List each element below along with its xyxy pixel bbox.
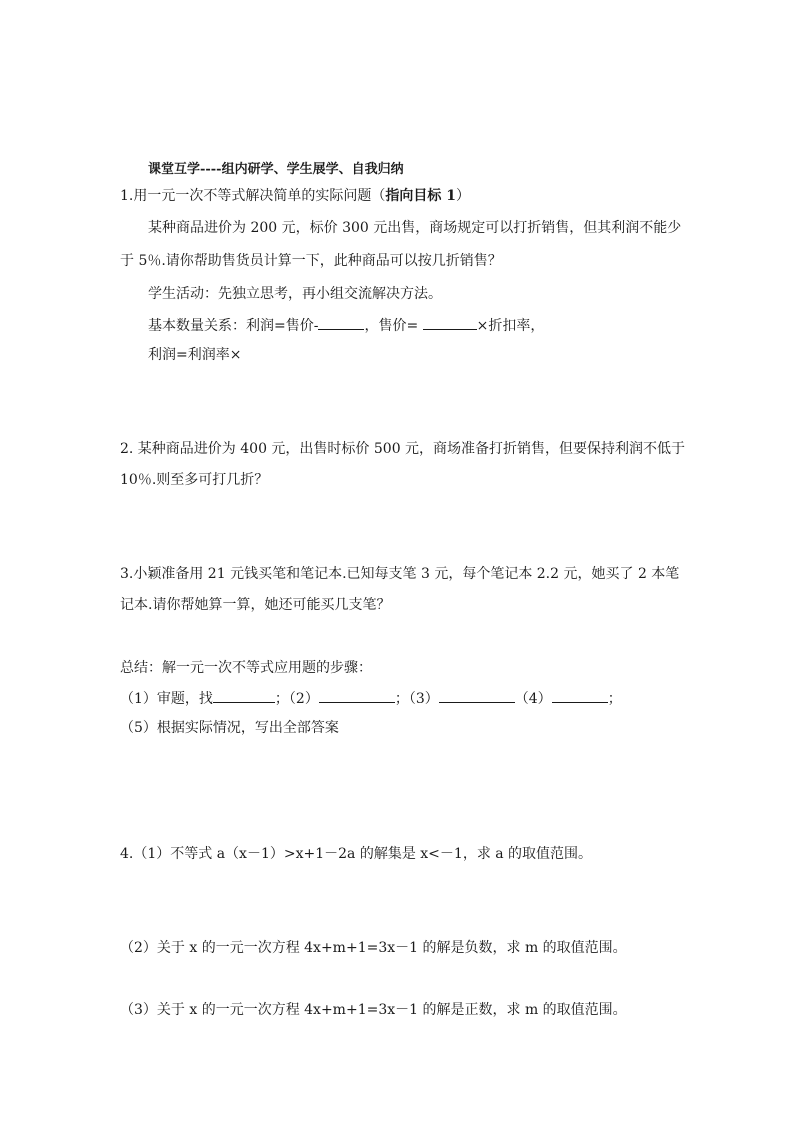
q1-title-target: 指向目标 1 xyxy=(385,188,456,204)
summary-step-end: ； xyxy=(607,691,622,707)
q3-text-line-1: 3.小颖准备用 21 元钱买笔和笔记本.已知每支笔 3 元，每个笔记本 2.2 元，她买了 2 本笔 xyxy=(120,566,680,582)
fill-blank xyxy=(213,688,275,703)
fill-blank xyxy=(319,688,395,703)
q1-relation-c: ×折扣率， xyxy=(476,318,545,334)
q2-text-line-1: 2. 某种商品进价为 400 元，出售时标价 500 元，商场准备打折销售，但要保持利润不低于 xyxy=(120,441,686,457)
summary-step-2: ；（2） xyxy=(274,691,319,707)
q1-relation-a: 基本数量关系：利润=售价- xyxy=(148,318,319,334)
q1-title-suffix: ） xyxy=(455,188,470,204)
q1-text-line-1: 某种商品进价为 200 元，标价 300 元出售，商场规定可以打折销售，但其利润不能少 xyxy=(148,220,682,236)
q1-activity: 学生活动：先独立思考，再小组交流解决方法。 xyxy=(148,286,442,302)
fill-blank xyxy=(439,688,515,703)
q2-text-line-2: 10％.则至多可打几折？ xyxy=(120,472,269,488)
fill-blank xyxy=(423,315,477,330)
q1-quantity-relation xyxy=(148,315,544,336)
q1-text-line-2: 于 5％.请你帮助售货员计算一下，此种商品可以按几折销售？ xyxy=(120,253,502,269)
summary-step-4: （4） xyxy=(514,691,552,707)
summary-step-5: （5）根据实际情况，写出全部答案 xyxy=(120,720,339,736)
q1-title-prefix: 1.用一元一次不等式解决简单的实际问题（ xyxy=(120,188,386,204)
q4-part-2: （2）关于 x 的一元一次方程 4x+m+1=3x－1 的解是负数，求 m 的取值范围。 xyxy=(120,940,627,956)
q4-part-3: （3）关于 x 的一元一次方程 4x+m+1=3x－1 的解是正数，求 m 的取值范围。 xyxy=(120,1002,627,1018)
summary-step-1: （1）审题，找 xyxy=(120,691,213,707)
section-heading: 课堂互学----组内研学、学生展学、自我归纳 xyxy=(148,162,404,177)
fill-blank xyxy=(318,315,364,330)
question-1-title xyxy=(120,186,470,206)
summary-title: 总结：解一元一次不等式应用题的步骤： xyxy=(120,660,372,676)
fill-blank xyxy=(552,688,608,703)
q4-part-1: 4.（1）不等式 a（x－1）>x+1－2a 的解集是 x<－1，求 a 的取值范围。 xyxy=(120,846,593,862)
q1-relation-b: ，售价= xyxy=(364,318,423,334)
q3-text-line-2: 记本.请你帮她算一算，她还可能买几支笔？ xyxy=(120,597,391,613)
summary-steps-line xyxy=(120,688,622,709)
q1-profit-relation: 利润=利润率× xyxy=(148,347,242,363)
summary-step-3: ；（3） xyxy=(394,691,439,707)
